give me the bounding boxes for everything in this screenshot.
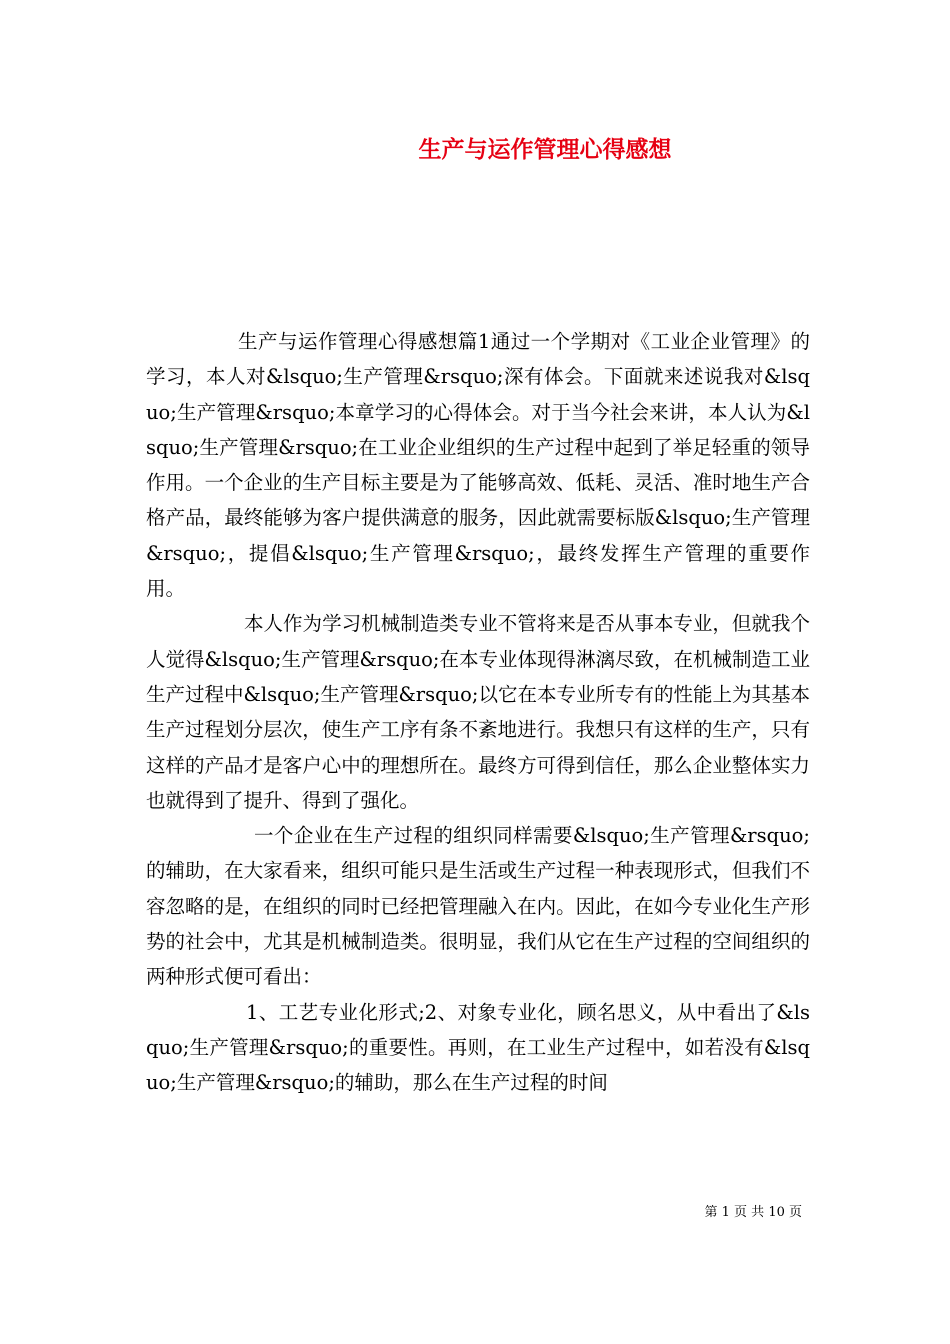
paragraph-1: 生产与运作管理心得感想篇1通过一个学期对《工业企业管理》的学习，本人对&lsquo;生产管理&rsquo;深有体会。下面就来述说我对&lsquo;生产管理&rsquo;本章学习的心得体会。对于当今社会来讲，本人认为&lsquo;生产管理&rsquo;在工业企业组织的生产过程中起到了举足轻重的领导作用。一个企业的生产目标主要是为了能够高效、低耗、灵活、准时地生产合格产品，最终能够为客户提供满意的服务，因此就需要标版&lsquo;生产管理&rsquo;，提倡&lsquo;生产管理&rsquo;，最终发挥生产管理的重要作用。 <box>146 330 810 601</box>
paragraph-3: 一个企业在生产过程的组织同样需要&lsquo;生产管理&rsquo;的辅助，在大家看来，组织可能只是生活或生产过程一种表现形式，但我们不容忽略的是，在组织的同时已经把管理融入在内。因此，在如今专业化生产形势的社会中，尤其是机械制造类。很明显，我们从它在生产过程的空间组织的两种形式便可看出： <box>146 824 810 989</box>
document-title: 生产与运作管理心得感想 <box>418 136 672 163</box>
document-body <box>146 324 810 1101</box>
paragraph-2: 本人作为学习机械制造类专业不管将来是否从事本专业，但就我个人觉得&lsquo;生产管理&rsquo;在本专业体现得淋漓尽致，在机械制造工业生产过程中&lsquo;生产管理&rsquo;以它在本专业所专有的性能上为其基本生产过程划分层次，使生产工序有条不紊地进行。我想只有这样的生产，只有这样的产品才是客户心中的理想所在。最终方可得到信任，那么企业整体实力也就得到了提升、得到了强化。 <box>146 612 810 812</box>
page-number-footer: 第 1 页 共 10 页 <box>704 1205 802 1220</box>
paragraph-4: 1、工艺专业化形式;2、对象专业化，顾名思义，从中看出了&lsquo;生产管理&rsquo;的重要性。再则，在工业生产过程中，如若没有&lsquo;生产管理&rsquo;的辅助，那么在生产过程的时间 <box>146 1000 810 1095</box>
